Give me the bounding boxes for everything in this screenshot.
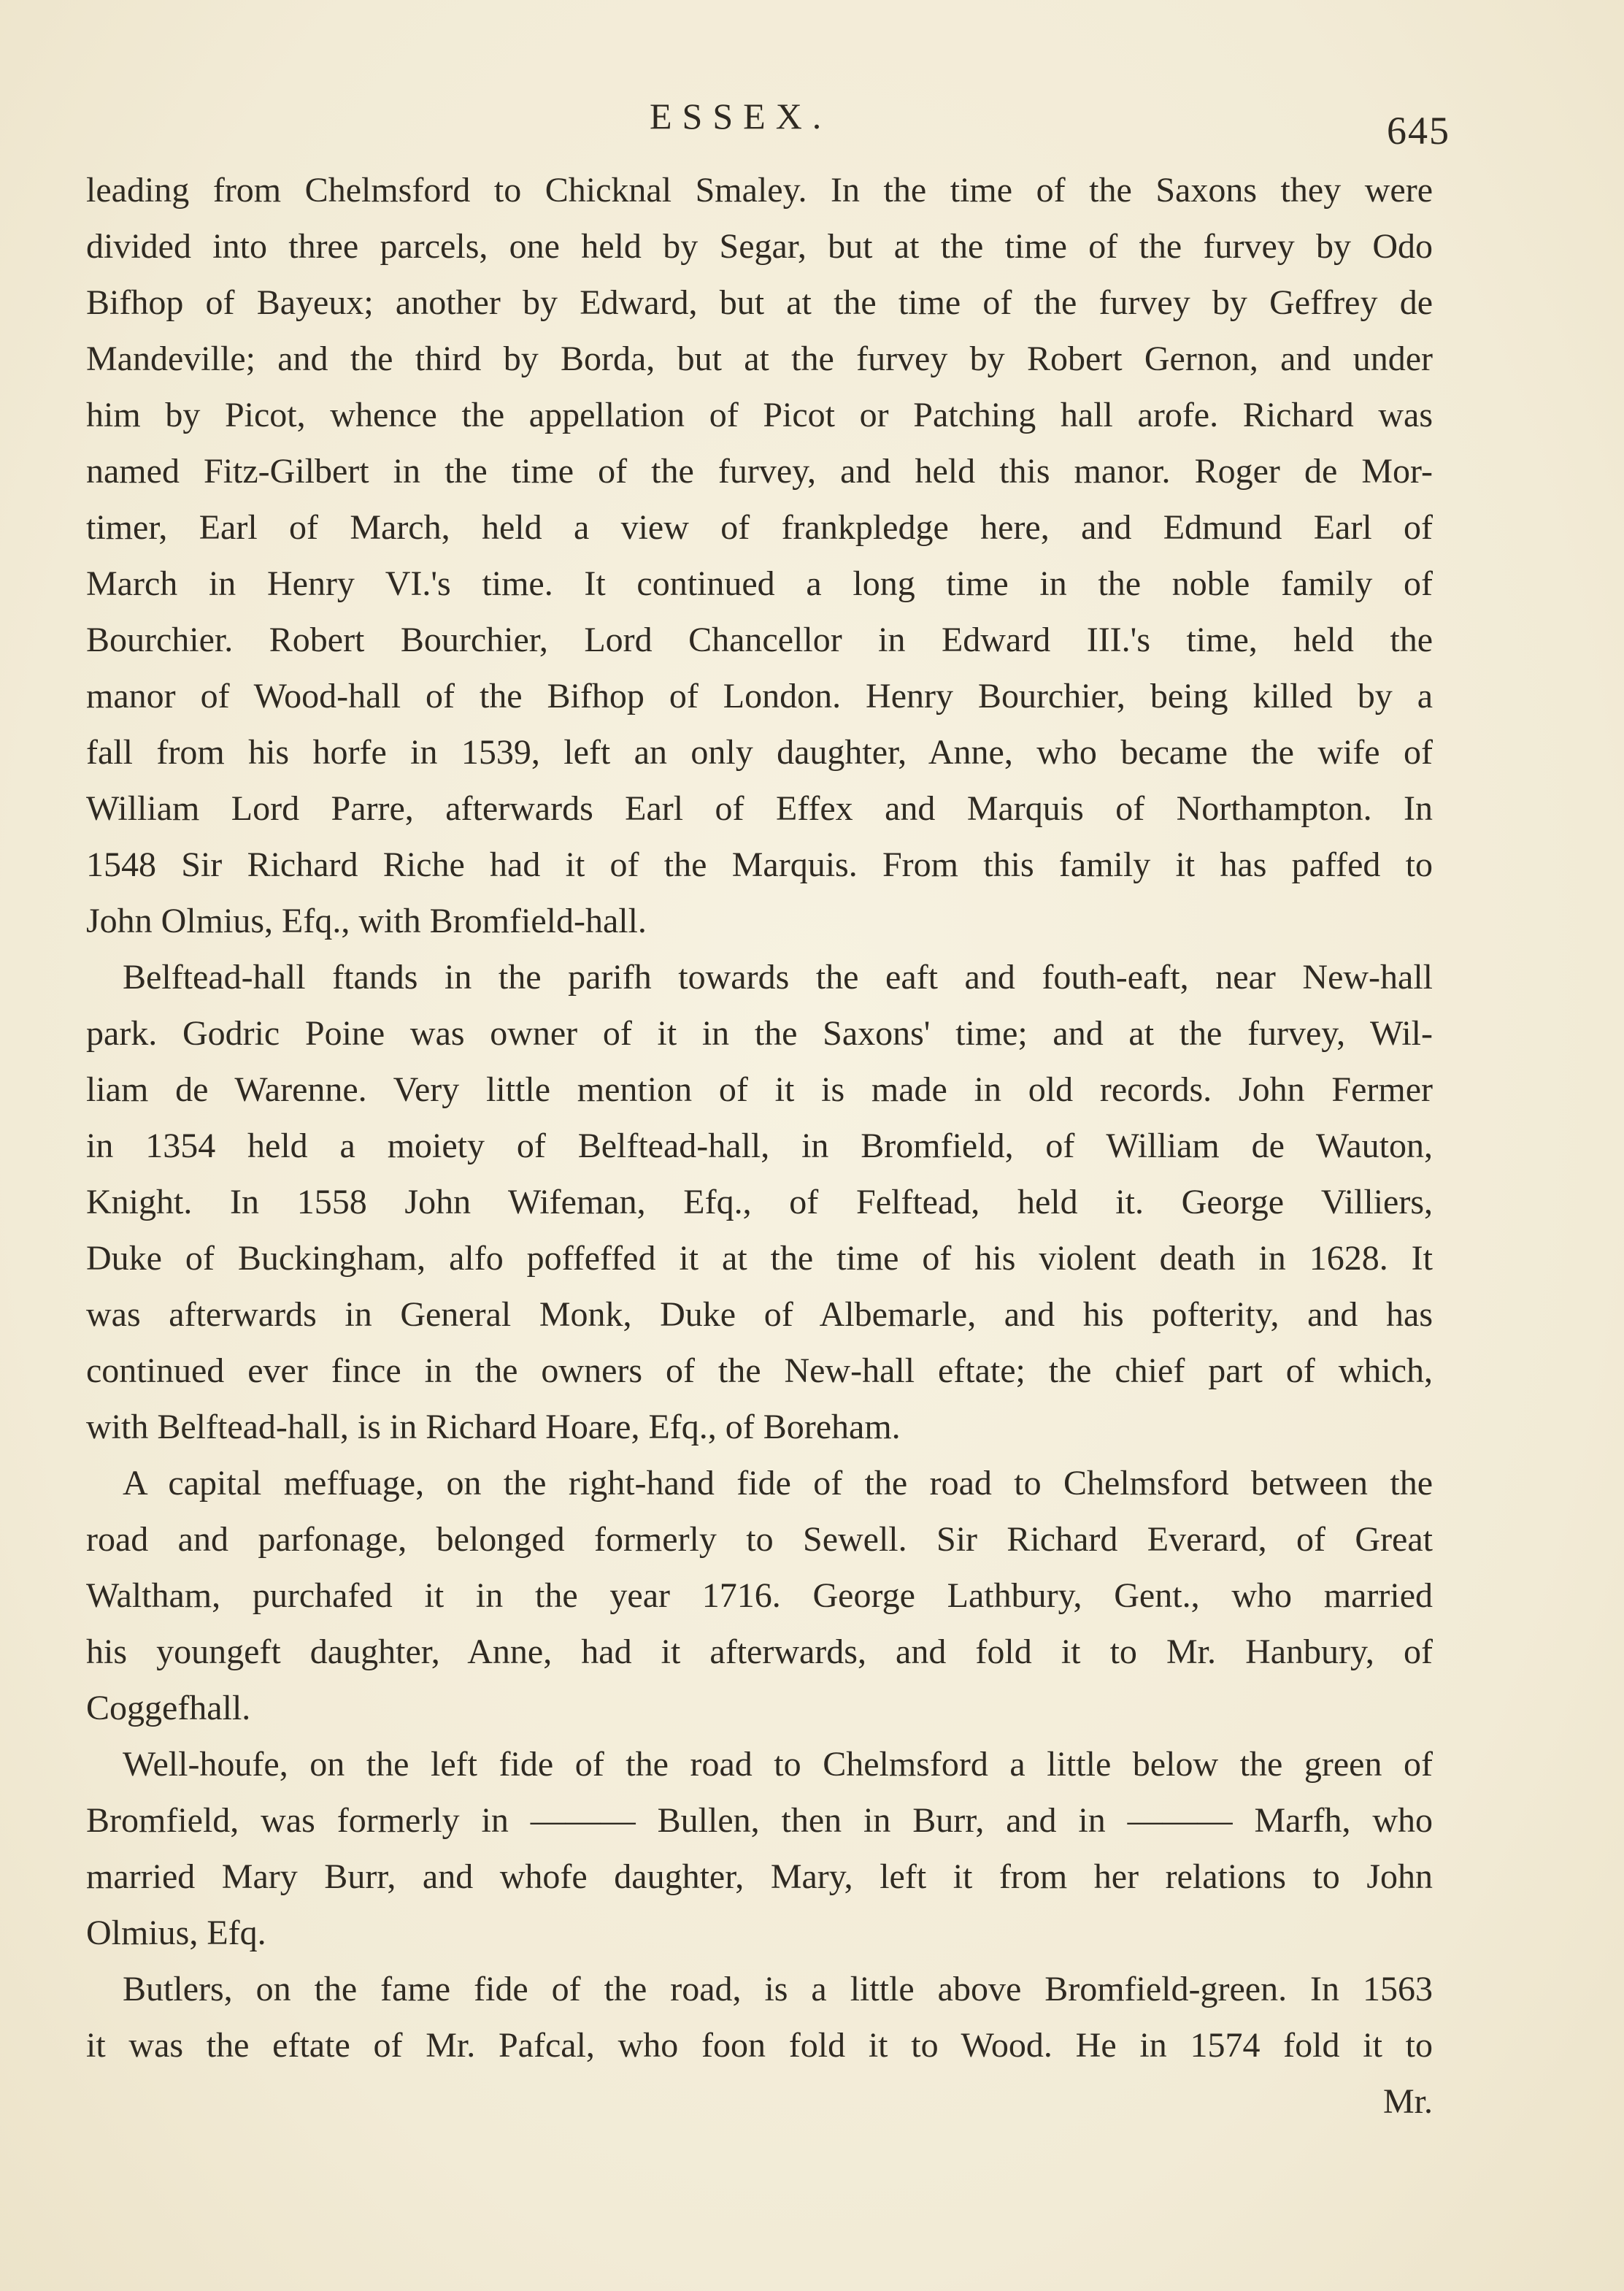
text-line: him by Picot, whence the appellation of Picot or Patching hall arofe. Richard was <box>86 396 1433 434</box>
page-number: 645 <box>1387 109 1450 153</box>
text-line: Bifhop of Bayeux; another by Edward, but at the time of the furvey by Geffrey de <box>86 283 1433 322</box>
text-line: Belftead-hall ftands in the parifh towards the eaft and fouth-eaft, near New-hall <box>123 958 1433 997</box>
text-line: road and parfonage, belonged formerly to Sewell. Sir Richard Everard, of Great <box>86 1520 1433 1559</box>
text-line: married Mary Burr, and whofe daughter, Mary, left it from her relations to John <box>86 1857 1433 1896</box>
text-line: his youngeft daughter, Anne, had it afterwards, and fold it to Mr. Hanbury, of <box>86 1632 1433 1671</box>
text-line: Waltham, purchafed it in the year 1716. George Lathbury, Gent., who married <box>86 1576 1433 1615</box>
text-line: with Belftead-hall, is in Richard Hoare, Efq., of Boreham. <box>86 1408 901 1446</box>
text-line: March in Henry VI.'s time. It continued a long time in the noble family of <box>86 564 1433 603</box>
body-text <box>86 162 1433 2130</box>
text-line: Mandeville; and the third by Borda, but at the furvey by Robert Gernon, and under <box>86 339 1433 378</box>
running-title: ESSEX. <box>650 96 832 137</box>
text-line: Olmius, Efq. <box>86 1914 266 1952</box>
page-header <box>0 88 1624 153</box>
text-line: park. Godric Poine was owner of it in the Saxons' time; and at the furvey, Wil- <box>86 1014 1433 1053</box>
text-line: fall from his horfe in 1539, left an only daughter, Anne, who became the wife of <box>86 733 1433 772</box>
text-line: Knight. In 1558 John Wifeman, Efq., of Felftead, held it. George Villiers, <box>86 1183 1433 1221</box>
text-line: Well-houfe, on the left fide of the road to Chelmsford a little below the green of <box>123 1745 1433 1784</box>
text-line: was afterwards in General Monk, Duke of Albemarle, and his pofterity, and has <box>86 1295 1433 1334</box>
catchword: Mr. <box>1382 2082 1433 2121</box>
text-line: it was the eftate of Mr. Pafcal, who foon fold it to Wood. He in 1574 fold it to <box>86 2026 1433 2065</box>
text-line: Coggefhall. <box>86 1689 251 1727</box>
text-line: divided into three parcels, one held by Segar, but at the time of the furvey by Odo <box>86 227 1433 266</box>
text-line: timer, Earl of March, held a view of frankpledge here, and Edmund Earl of <box>86 508 1433 547</box>
text-line: manor of Wood-hall of the Bifhop of London. Henry Bourchier, being killed by a <box>86 677 1433 715</box>
text-line: 1548 Sir Richard Riche had it of the Marquis. From this family it has paffed to <box>86 845 1433 884</box>
text-line: William Lord Parre, afterwards Earl of Effex and Marquis of Northampton. In <box>86 789 1433 828</box>
text-line: Duke of Buckingham, alfo poffeffed it at the time of his violent death in 1628. It <box>86 1239 1433 1278</box>
text-line: John Olmius, Efq., with Bromfield-hall. <box>86 902 647 940</box>
text-line: continued ever fince in the owners of the New-hall eftate; the chief part of which, <box>86 1351 1433 1390</box>
text-line: Bourchier. Robert Bourchier, Lord Chancellor in Edward III.'s time, held the <box>86 621 1433 659</box>
text-line: Butlers, on the fame fide of the road, is a little above Bromfield-green. In 1563 <box>123 1970 1433 2008</box>
text-line: leading from Chelmsford to Chicknal Smaley. In the time of the Saxons they were <box>86 171 1433 210</box>
text-line: A capital meffuage, on the right-hand fide of the road to Chelmsford between the <box>123 1464 1433 1503</box>
text-line: in 1354 held a moiety of Belftead-hall, in Bromfield, of William de Wauton, <box>86 1127 1433 1165</box>
text-line: Bromfield, was formerly in ——— Bullen, then in Burr, and in ——— Marfh, who <box>86 1801 1433 1840</box>
text-line: liam de Warenne. Very little mention of it is made in old records. John Fermer <box>86 1070 1433 1109</box>
text-line: named Fitz-Gilbert in the time of the furvey, and held this manor. Roger de Mor- <box>86 452 1433 491</box>
